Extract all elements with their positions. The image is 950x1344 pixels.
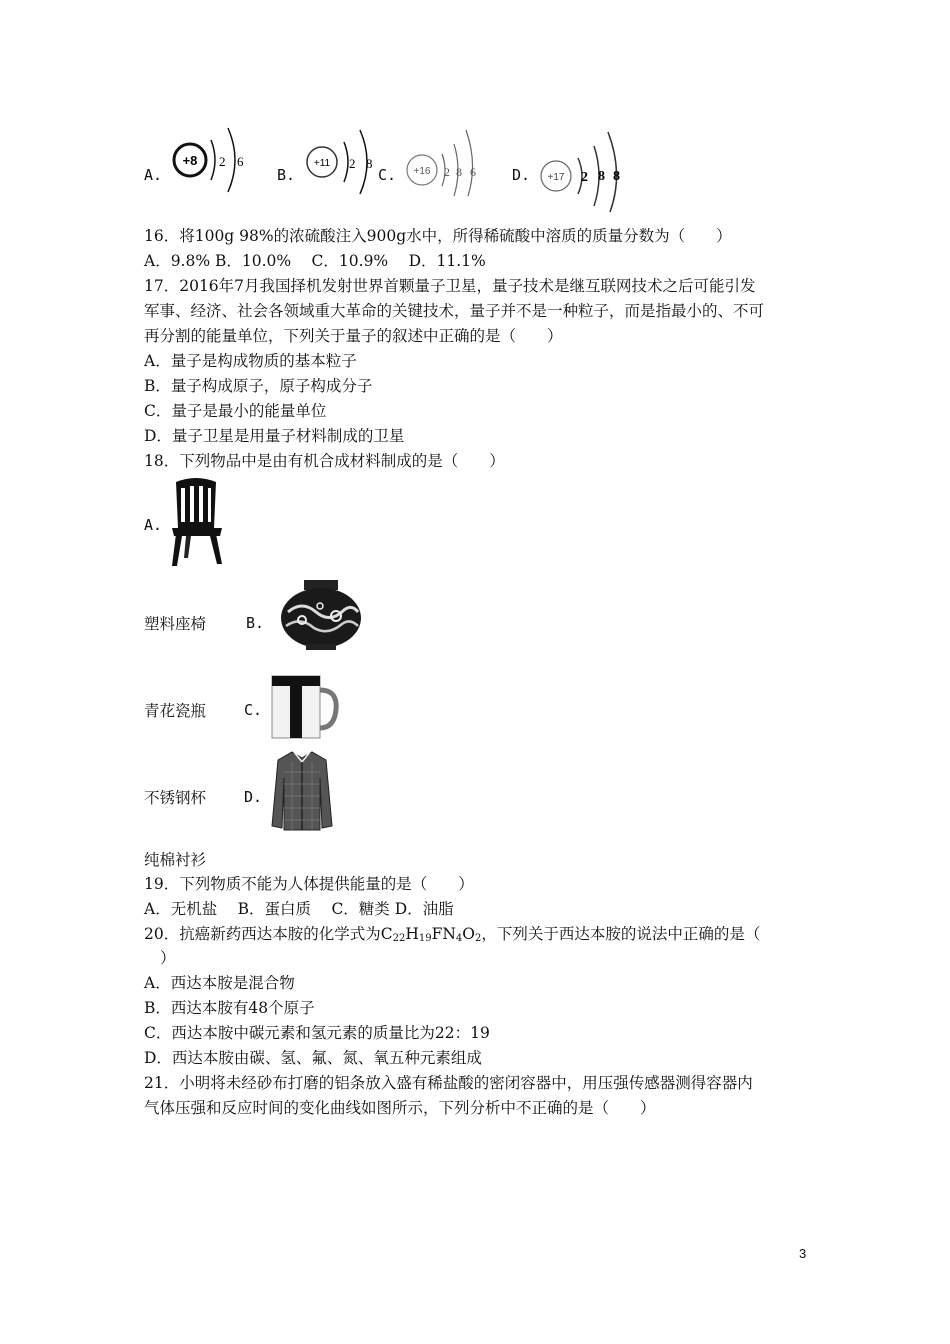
atom-c-shell-3: 6 [470,165,476,179]
q20-option-c: C．西达本胺中碳元素和氢元素的质量比为22：19 [144,1024,490,1042]
atom-d-nucleus: +17 [547,172,565,183]
q18-caption-b: 青花瓷瓶 [144,702,207,720]
plastic-chair-image [168,476,226,568]
atom-diagram-b [298,124,384,196]
atom-diagram-c [398,124,486,196]
q15-option-d-label: D. [512,166,531,184]
atom-d-shell-1: 2 [581,170,588,185]
q19-stem: 19．下列物质不能为人体提供能量的是（ ） [144,875,474,893]
q21-stem-line-1: 21．小明将未经砂布打磨的铝条放入盛有稀盐酸的密闭容器中，用压强传感器测得容器内 [144,1074,753,1092]
q18-option-b-label: B. [246,614,265,632]
atom-d-shell-2: 8 [598,169,605,184]
atom-a-nucleus: +8 [182,153,198,168]
q18-caption-c: 不锈钢杯 [144,789,207,807]
q17-option-b: B．量子构成原子，原子构成分子 [144,377,373,395]
q17-option-c: C．量子是最小的能量单位 [144,402,327,420]
q17-option-d: D．量子卫星是用量子材料制成的卫星 [144,427,405,445]
q16-options: A．9.8% B．10.0% C．10.9% D．11.1% [144,252,486,270]
atom-d-shell-3: 8 [613,169,620,184]
q20-stem-line-2: ） [160,949,176,967]
q18-stem: 18．下列物品中是由有机合成材料制成的是（ ） [144,452,505,470]
porcelain-vase-image [278,576,364,652]
q20-option-a: A．西达本胺是混合物 [144,974,295,992]
q17-option-a: A．量子是构成物质的基本粒子 [144,352,357,370]
steel-cup-image [270,672,340,742]
atom-b-nucleus: +11 [313,158,331,169]
q20-option-b: B．西达本胺有48个原子 [144,999,315,1017]
q21-stem-line-2: 气体压强和反应时间的变化曲线如图所示，下列分析中不正确的是（ ） [144,1099,656,1117]
atom-c-nucleus: +16 [413,166,431,177]
q18-caption-d: 纯棉衬衫 [144,851,207,869]
atom-a-shell-2: 6 [237,154,244,169]
page-number: 3 [799,1246,807,1261]
q20-stem: 20．抗癌新药西达本胺的化学式为$C_{22}H_{19}FN_4O_2$，下列关于西达本胺的说法中正确的是（ [144,925,761,944]
atom-c-shell-2: 8 [456,165,462,179]
q15-option-a-label: A. [144,166,163,184]
q18-option-d-label: D. [244,788,263,806]
q18-option-a-label: A. [144,516,163,534]
q16-stem: 16．将100g 98%的浓硫酸注入900g水中，所得稀硫酸中溶质的质量分数为（ ） [144,227,732,245]
q18-option-c-label: C. [244,701,263,719]
atom-c-shell-1: 2 [444,165,450,179]
q17-stem-line-3: 再分割的能量单位，下列关于量子的叙述中正确的是（ ） [144,327,563,345]
q17-stem-line-1: 17．2016年7月我国择机发射世界首颗量子卫星，量子技术是继互联网技术之后可能引发 [144,277,756,295]
q17-stem-line-2: 军事、经济、社会各领域重大革命的关键技术，量子并不是一种粒子，而是指最小的、不可 [144,302,765,320]
atom-b-shell-2: 8 [366,156,373,171]
cotton-shirt-image [270,748,334,832]
q20-option-d: D．西达本胺由碳、氢、氟、氮、氧五种元素组成 [144,1049,482,1067]
atom-b-shell-1: 2 [349,156,356,171]
q18-caption-a: 塑料座椅 [144,615,207,633]
atom-diagram-d [536,124,632,214]
q19-options: A．无机盐 B．蛋白质 C．糖类 D．油脂 [144,900,454,918]
atom-diagram-a [166,124,250,196]
q15-option-c-label: C. [378,166,397,184]
atom-a-shell-1: 2 [219,154,226,169]
q15-option-b-label: B. [277,166,296,184]
